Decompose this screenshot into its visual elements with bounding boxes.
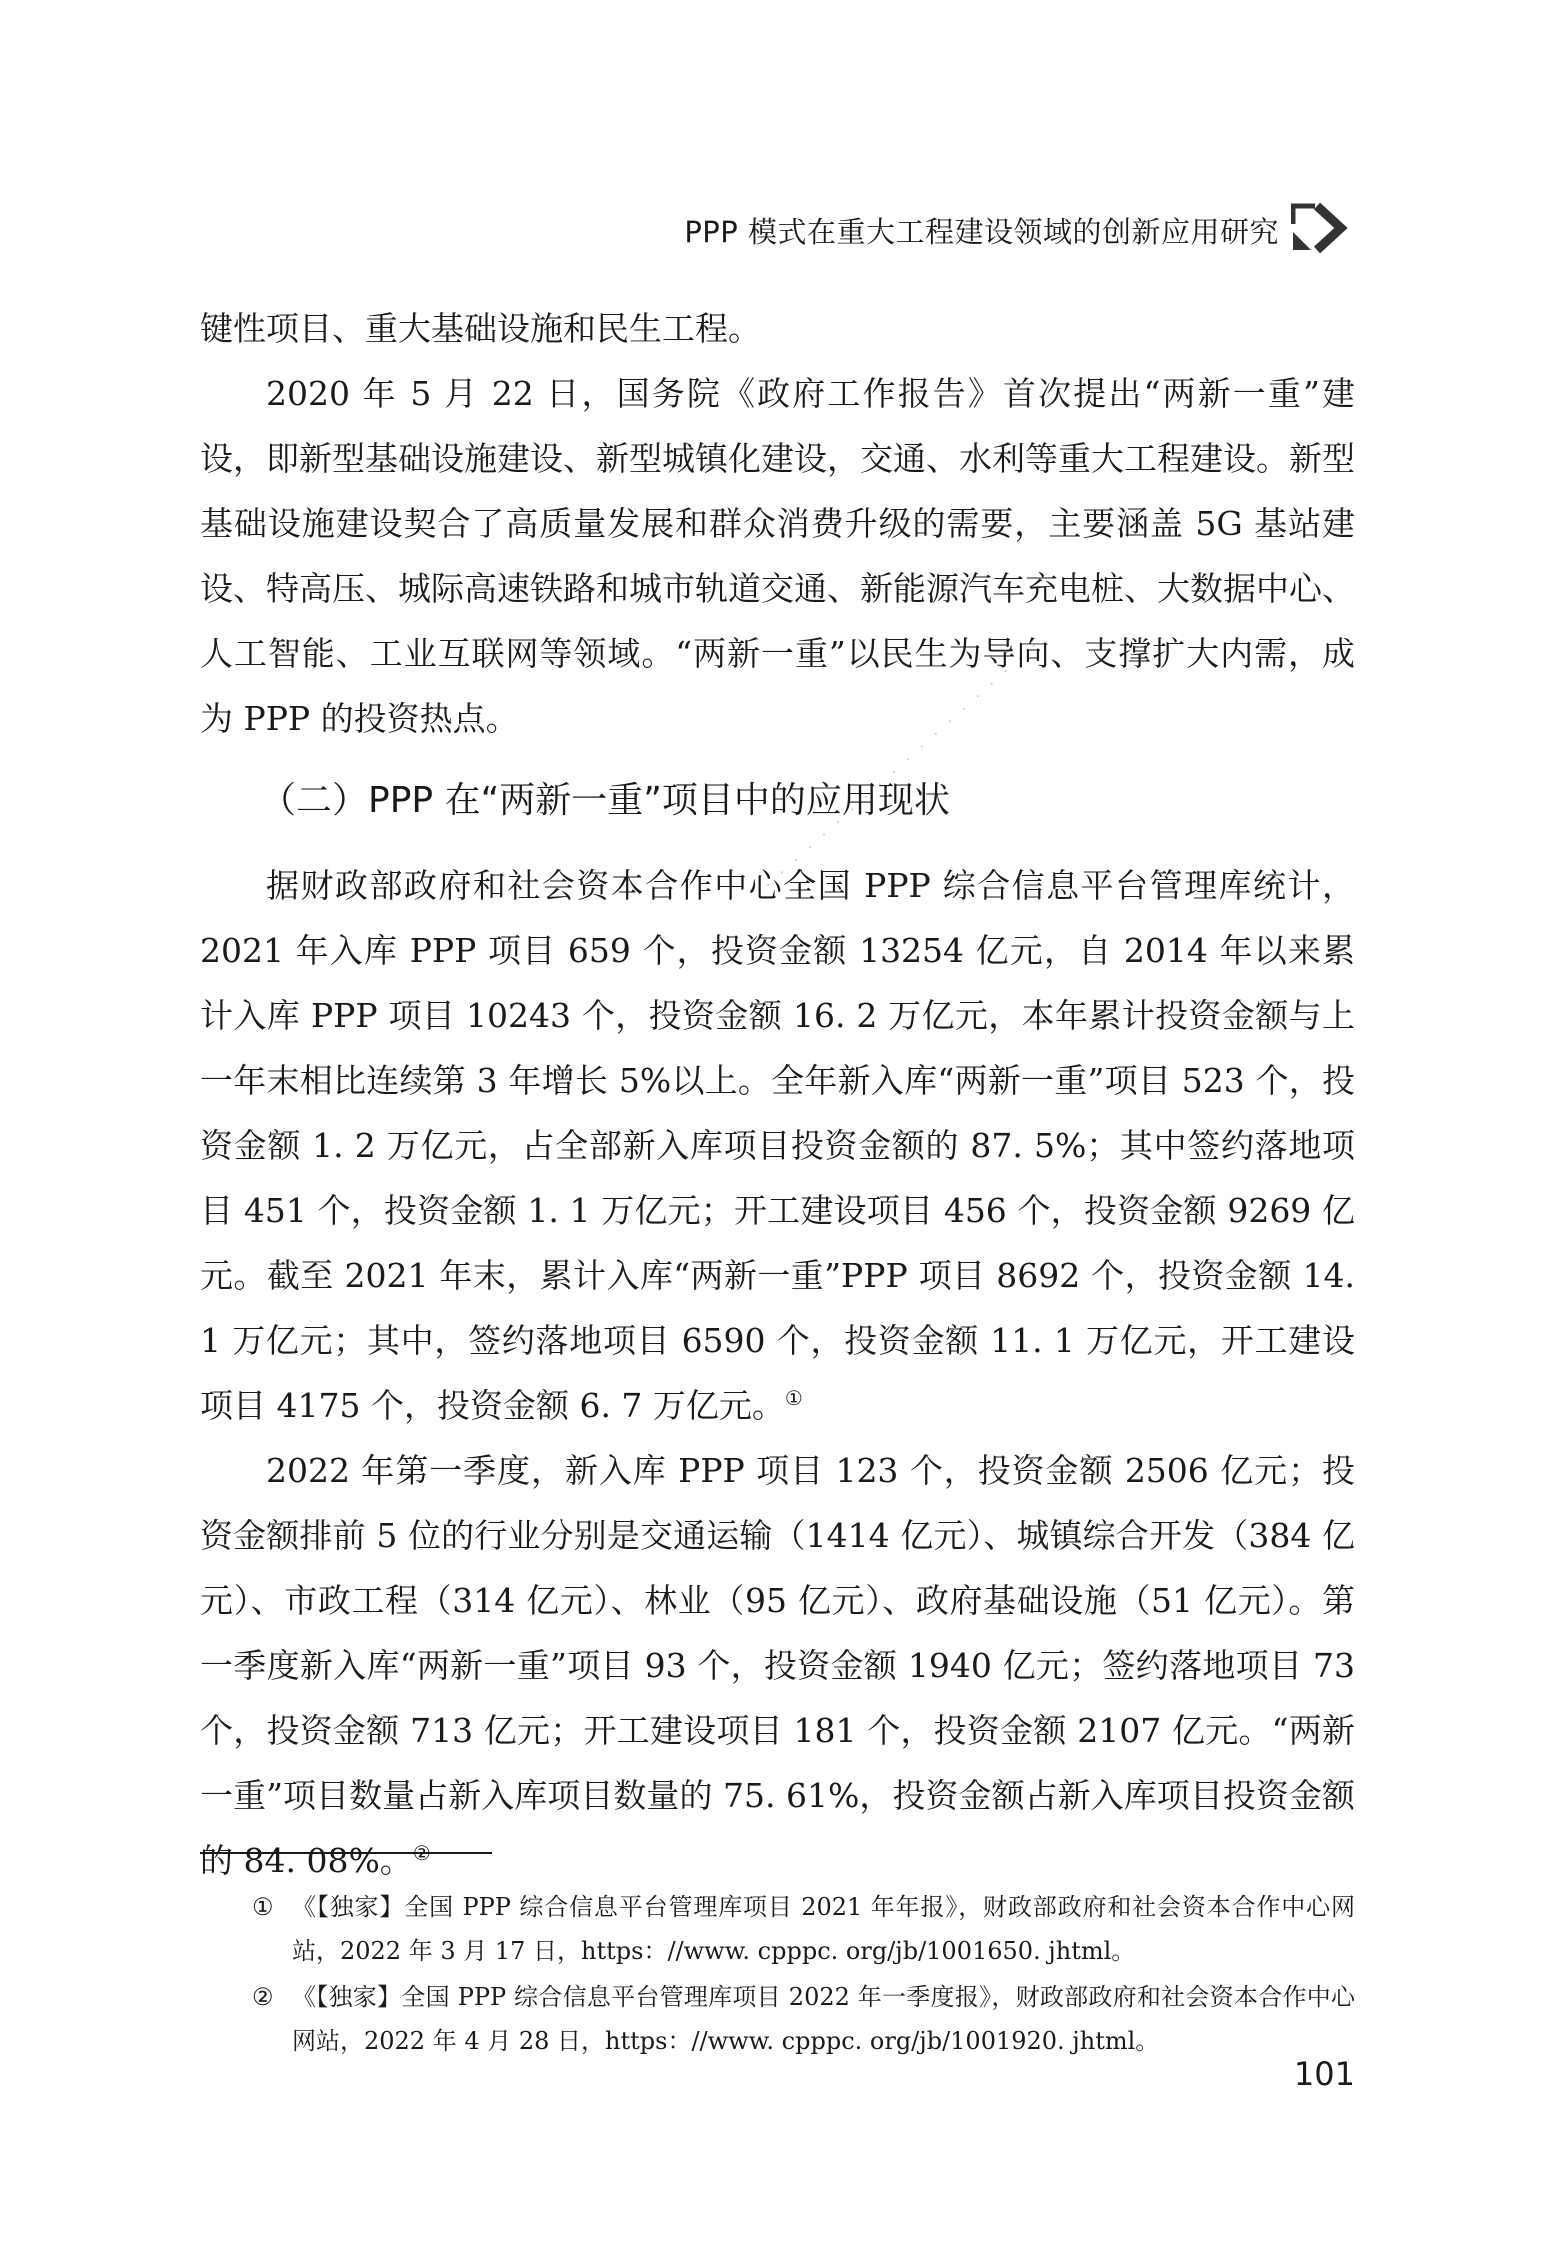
footnote-mark: ①: [252, 1893, 274, 1921]
footnote-ref[interactable]: ②: [412, 1841, 431, 1865]
paragraph-text: 据财政部政府和社会资本合作中心全国 PPP 综合信息平台管理库统计，2021 年入库 PPP 项目 659 个，投资金额 13254 亿元，自 2014 年以来累计入库 PPP 项目 10243 个，投资金额 16. 2 万亿元，本年累计投资金额与上一年末相比连续第 3 年增长 5%以上。全年新入库“两新一重”项目 523 个，投资金额 1. 2 万亿元，占全部新入库项目投资金额的 87. 5%；其中签约落地项目 451 个，投资金额 1. 1 万亿元；开工建设项目 456 个，投资金额 9269 亿元。截至 2021 年末，累计入库“两新一重”PPP 项目 8692 个，投资金额 14. 1 万亿元；其中，签约落地项目 6590 个，投资金额 11. 1 万亿元，开工建设项目 4175 个，投资金额 6. 7 万亿元。: [200, 866, 1355, 1425]
footnote-text: 《【独家】全国 PPP 综合信息平台管理库项目 2022 年一季度报》，财政部政府和社会资本合作中心网站，2022 年 4 月 28 日，https：//www. cpppc. org/jb/1001920. jhtml。: [292, 1983, 1355, 2055]
watermark: · · · · · · · · · · · · · · · · · · · ·: [760, 634, 1046, 895]
paragraph: [200, 1438, 1355, 1893]
chapter-arrow-icon: [1291, 202, 1355, 258]
footnote-divider: [200, 1852, 492, 1854]
paragraph: 2020 年 5 月 22 日，国务院《政府工作报告》首次提出“两新一重”建设，即新型基础设施建设、新型城镇化建设，交通、水利等重大工程建设。新型基础设施建设契合了高质量发展和群众消费升级的需要，主要涵盖 5G 基站建设、特高压、城际高速铁路和城市轨道交通、新能源汽车充电桩、大数据中心、人工智能、工业互联网等领域。“两新一重”以民生为导向、支撑扩大内需，成为 PPP 的投资热点。: [200, 374, 1355, 738]
footnote-mark: ②: [252, 1983, 274, 2011]
section-heading: （二）PPP 在“两新一重”项目中的应用现状: [260, 780, 950, 821]
footnote-text: 《【独家】全国 PPP 综合信息平台管理库项目 2021 年年报》，财政部政府和社会资本合作中心网站，2022 年 3 月 17 日，https：//www. cpppc. org/jb/1001650. jhtml。: [292, 1893, 1355, 1965]
page-number: 101: [1293, 2055, 1355, 2093]
footnote: [252, 1885, 1355, 1973]
footnote: [252, 1975, 1355, 2063]
paragraph-continued: 键性项目、重大基础设施和民生工程。: [200, 309, 761, 348]
footnotes: [252, 1885, 1355, 2065]
footnote-ref[interactable]: ①: [784, 1386, 803, 1410]
running-title: PPP 模式在重大工程建设领域的创新应用研究: [684, 214, 1279, 249]
paragraph: [200, 853, 1355, 1438]
paragraph-text: 2022 年第一季度，新入库 PPP 项目 123 个，投资金额 2506 亿元；投资金额排前 5 位的行业分别是交通运输（1414 亿元）、城镇综合开发（384 亿元）、市政工程（314 亿元）、林业（95 亿元）、政府基础设施（51 亿元）。第一季度新入库“两新一重”项目 93 个，投资金额 1940 亿元；签约落地项目 73 个，投资金额 713 亿元；开工建设项目 181 个，投资金额 2107 亿元。“两新一重”项目数量占新入库项目数量的 75. 61%，投资金额占新入库项目投资金额的 84. 08%。: [200, 1451, 1355, 1880]
main-text: [200, 296, 1355, 1893]
running-header: [200, 205, 1355, 255]
